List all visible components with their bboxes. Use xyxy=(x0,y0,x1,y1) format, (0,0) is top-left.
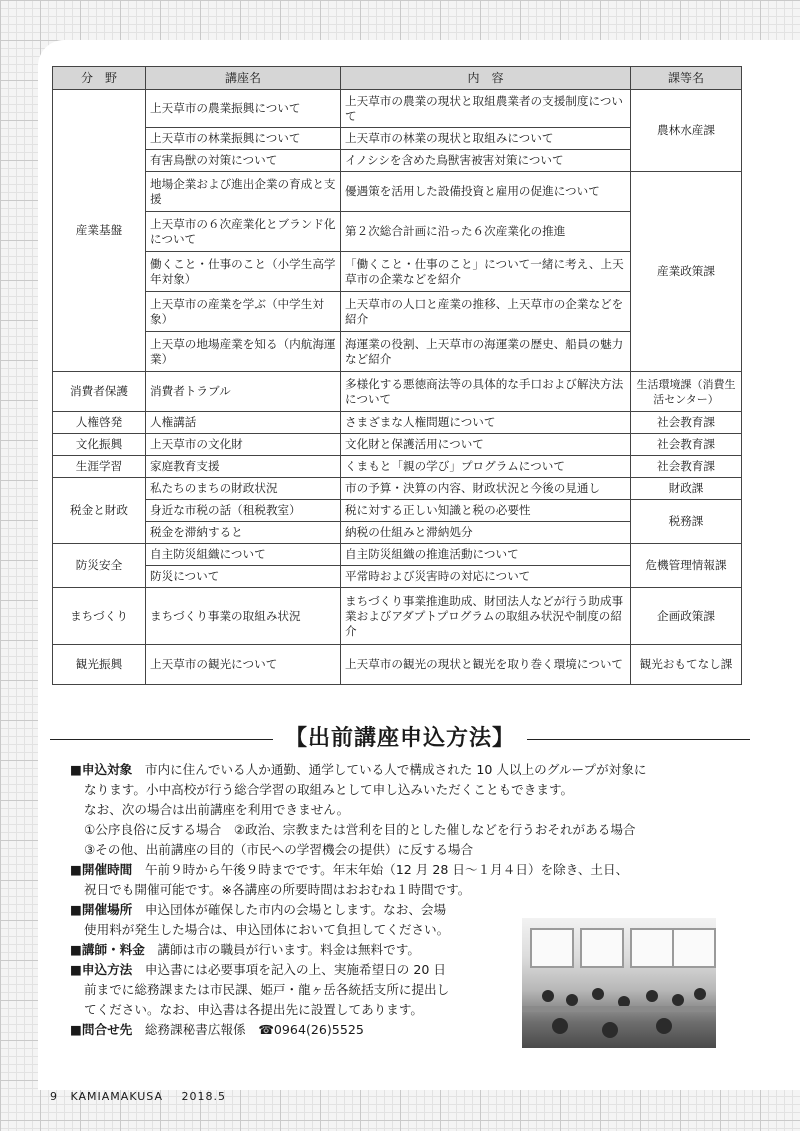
field-cell: 消費者保護 xyxy=(53,372,146,412)
window-shape xyxy=(672,928,716,968)
course-cell: 有害鳥獣の対策について xyxy=(146,150,341,172)
method-label: ■申込方法 xyxy=(70,962,133,977)
field-cell: 防災安全 xyxy=(53,544,146,588)
dept-cell: 社会教育課 xyxy=(631,456,742,478)
content-cell: 海運業の役割、上天草市の海運業の歴史、船員の魅力など紹介 xyxy=(341,332,631,372)
section-title: 【出前講座申込方法】 xyxy=(273,721,527,757)
target-line: なります。小中高校が行う総合学習の取組みとして申し込みいただくこともできます。 xyxy=(84,782,574,797)
content-cell: 自主防災組織の推進活動について xyxy=(341,544,631,566)
table-row xyxy=(53,500,742,522)
course-cell: 地場企業および進出企業の育成と支援 xyxy=(146,172,341,212)
course-cell: 税金を滞納すると xyxy=(146,522,341,544)
header-content: 内 容 xyxy=(341,67,631,90)
place-line xyxy=(70,900,730,920)
target-line: なお、次の場合は出前講座を利用できません。 xyxy=(84,802,350,817)
target-line xyxy=(70,760,730,780)
audience-head xyxy=(592,988,604,1000)
course-cell: 私たちのまちの財政状況 xyxy=(146,478,341,500)
lecture-photo xyxy=(522,918,716,1048)
content-cell: 市の予算・決算の内容、財政状況と今後の見通し xyxy=(341,478,631,500)
content-cell: 納税の仕組みと滞納処分 xyxy=(341,522,631,544)
content-cell: 優遇策を活用した設備投資と雇用の促進について xyxy=(341,172,631,212)
desk-row xyxy=(522,1006,716,1012)
dept-cell: 社会教育課 xyxy=(631,412,742,434)
contact-label: ■問合せ先 xyxy=(70,1022,133,1037)
method-line: 前までに総務課または市民課、姫戸・龍ヶ岳各統括支所に提出し xyxy=(84,982,450,997)
field-cell: 人権啓発 xyxy=(53,412,146,434)
field-cell: 産業基盤 xyxy=(53,90,146,372)
table-header-row xyxy=(53,67,742,90)
fee-text: 講師は市の職員が行います。料金は無料です。 xyxy=(157,942,420,957)
audience-head xyxy=(672,994,684,1006)
course-cell: 身近な市税の話（租税教室） xyxy=(146,500,341,522)
dept-cell: 危機管理情報課 xyxy=(631,544,742,588)
issue-date: 2018.5 xyxy=(181,1090,227,1103)
course-cell: 上天草市の文化財 xyxy=(146,434,341,456)
content-cell: 税に対する正しい知識と税の必要性 xyxy=(341,500,631,522)
table-row xyxy=(53,588,742,645)
dept-cell: 生活環境課（消費生活センター） xyxy=(631,372,742,412)
audience-head xyxy=(694,988,706,1000)
dept-cell: 財政課 xyxy=(631,478,742,500)
target-text: 市内に住んでいる人か通勤、通学している人で構成された 10 人以上のグループが対象に xyxy=(144,762,647,777)
dept-cell: 企画政策課 xyxy=(631,588,742,645)
content-cell: 上天草市の農業の現状と取組農業者の支援制度について xyxy=(341,90,631,128)
time-label: ■開催時間 xyxy=(70,862,133,877)
course-cell: 上天草市の観光について xyxy=(146,645,341,685)
course-cell: 上天草の地場産業を知る（内航海運業） xyxy=(146,332,341,372)
course-cell: 家庭教育支援 xyxy=(146,456,341,478)
field-cell: まちづくり xyxy=(53,588,146,645)
course-cell: 働くこと・仕事のこと（小学生高学年対象） xyxy=(146,252,341,292)
content-cell: 「働くこと・仕事のこと」について一緒に考え、上天草市の企業などを紹介 xyxy=(341,252,631,292)
content-cell: さまざまな人権問題について xyxy=(341,412,631,434)
table-row xyxy=(53,478,742,500)
dept-cell: 産業政策課 xyxy=(631,172,742,372)
place-label: ■開催場所 xyxy=(70,902,133,917)
table-row xyxy=(53,90,742,128)
content-cell: 第２次総合計画に沿った６次産業化の推進 xyxy=(341,212,631,252)
dept-cell: 農林水産課 xyxy=(631,90,742,172)
content-cell: 多様化する悪徳商法等の具体的な手口および解決方法について xyxy=(341,372,631,412)
field-cell: 生涯学習 xyxy=(53,456,146,478)
course-cell: 消費者トラブル xyxy=(146,372,341,412)
window-shape xyxy=(530,928,574,968)
content-cell: 平常時および災害時の対応について xyxy=(341,566,631,588)
audience-head xyxy=(542,990,554,1002)
content-cell: イノシシを含めた鳥獣害被害対策について xyxy=(341,150,631,172)
course-cell: 上天草市の農業振興について xyxy=(146,90,341,128)
course-cell: 人権講話 xyxy=(146,412,341,434)
dept-cell: 社会教育課 xyxy=(631,434,742,456)
target-label: ■申込対象 xyxy=(70,762,133,777)
table-row xyxy=(53,544,742,566)
content-cell: 上天草市の人口と産業の推移、上天草市の企業などを紹介 xyxy=(341,292,631,332)
course-cell: 上天草市の産業を学ぶ（中学生対象） xyxy=(146,292,341,332)
fee-label: ■講師・料金 xyxy=(70,942,145,957)
table-row xyxy=(53,412,742,434)
audience-head xyxy=(552,1018,568,1034)
content-cell: 文化財と保護活用について xyxy=(341,434,631,456)
dept-cell: 観光おもてなし課 xyxy=(631,645,742,685)
header-course: 講座名 xyxy=(146,67,341,90)
window-shape xyxy=(630,928,674,968)
course-cell: まちづくり事業の取組み状況 xyxy=(146,588,341,645)
course-cell: 防災について xyxy=(146,566,341,588)
field-cell: 文化振興 xyxy=(53,434,146,456)
course-cell: 上天草市の林業振興について xyxy=(146,128,341,150)
table-row xyxy=(53,372,742,412)
time-line: 祝日でも開催可能です。※各講座の所要時間はおおむね１時間です。 xyxy=(84,882,471,897)
audience-head xyxy=(566,994,578,1006)
target-line: ③その他、出前講座の目的（市民への学習機会の提供）に反する場合 xyxy=(84,842,474,857)
content-cell: 上天草市の林業の現状と取組みについて xyxy=(341,128,631,150)
window-shape xyxy=(580,928,624,968)
table-row xyxy=(53,456,742,478)
table-row xyxy=(53,645,742,685)
contact-text: 総務課秘書広報係 ☎0964(26)5525 xyxy=(144,1022,364,1037)
field-cell: 観光振興 xyxy=(53,645,146,685)
header-dept: 課等名 xyxy=(631,67,742,90)
magazine-name: KAMIAMAKUSA xyxy=(70,1090,164,1103)
content-cell: くまもと「親の学び」プログラムについて xyxy=(341,456,631,478)
dept-cell: 税務課 xyxy=(631,500,742,544)
content-cell: 上天草市の観光の現状と観光を取り巻く環境について xyxy=(341,645,631,685)
course-table xyxy=(52,66,742,685)
method-text: 申込書には必要事項を記入の上、実施希望日の 20 日 xyxy=(144,962,446,977)
course-cell: 上天草市の６次産業化とブランド化について xyxy=(146,212,341,252)
time-text: 午前９時から午後９時までです。年末年始（12 月 28 日～１月４日）を除き、土日、 xyxy=(144,862,629,877)
table-row xyxy=(53,172,742,212)
audience-head xyxy=(602,1022,618,1038)
header-field: 分 野 xyxy=(53,67,146,90)
audience-head xyxy=(656,1018,672,1034)
audience-head xyxy=(646,990,658,1002)
content-cell: まちづくり事業推進助成、財団法人などが行う助成事業およびアダプトプログラムの取組み状況や制度の紹介 xyxy=(341,588,631,645)
place-text: 申込団体が確保した市内の会場とします。なお、会場 xyxy=(144,902,447,917)
page-footer xyxy=(50,1090,226,1103)
table-row xyxy=(53,434,742,456)
field-cell: 税金と財政 xyxy=(53,478,146,544)
method-line: てください。なお、申込書は各提出先に設置してあります。 xyxy=(84,1002,424,1017)
place-line: 使用料が発生した場合は、申込団体において負担してください。 xyxy=(84,922,450,937)
page-number: 9 xyxy=(50,1090,58,1103)
time-line xyxy=(70,860,730,880)
course-cell: 自主防災組織について xyxy=(146,544,341,566)
target-line: ①公序良俗に反する場合 ②政治、宗教または営利を目的とした催しなどを行うおそれがある場合 xyxy=(84,822,636,837)
section-heading xyxy=(50,721,750,759)
